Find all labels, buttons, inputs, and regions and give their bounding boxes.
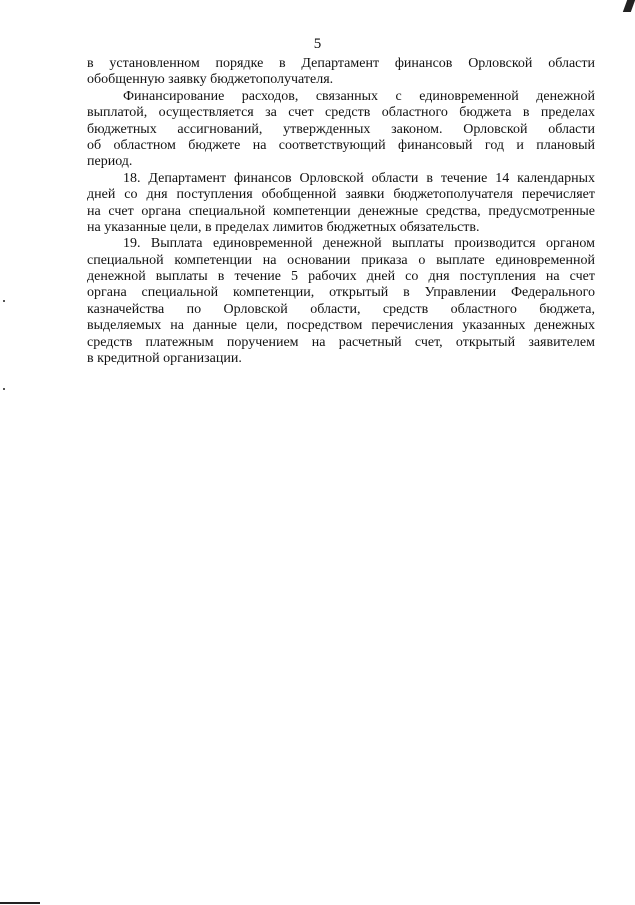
text-line: об областном бюджете на соответствующий финансовый год и плановый bbox=[87, 137, 595, 153]
text-line: 18. Департамент финансов Орловской области в течение 14 календарных bbox=[123, 170, 595, 186]
text-line: на счет органа специальной компетенции денежные средства, предусмотренные bbox=[87, 203, 595, 219]
text-line: бюджетных ассигнований, утвержденных законом. Орловской области bbox=[87, 121, 595, 137]
text-line: дней со дня поступления обобщенной заявки бюджетополучателя перечисляет bbox=[87, 187, 595, 203]
text-line: выделяемых на данные цели, посредством перечисления указанных денежных bbox=[87, 318, 595, 334]
document-body bbox=[87, 56, 595, 367]
scan-bottom-mark bbox=[0, 902, 40, 904]
text-line: на указанные цели, в пределах лимитов бюджетных обязательств. bbox=[87, 219, 480, 235]
text-line: органа специальной компетенции, открытый в Управлении Федерального bbox=[87, 285, 595, 301]
scan-corner-mark bbox=[623, 0, 635, 12]
text-line: в установленном порядке в Департамент финансов Орловской области bbox=[87, 56, 595, 71]
text-line: денежной выплаты в течение 5 рабочих дней со дня поступления на счет bbox=[87, 269, 595, 285]
text-line: 19. Выплата единовременной денежной выплаты производится органом bbox=[123, 236, 595, 252]
page-number: 5 bbox=[313, 36, 322, 52]
text-line: период. bbox=[87, 154, 133, 170]
text-line: в кредитной организации. bbox=[87, 351, 242, 367]
text-line: специальной компетенции на основании приказа о выплате единовременной bbox=[87, 252, 595, 268]
text-line: средств платежным поручением на расчетный счет, открытый заявителем bbox=[87, 334, 595, 350]
text-line: казначейства по Орловской области, средств областного бюджета, bbox=[87, 301, 595, 317]
text-line: выплатой, осуществляется за счет средств областного бюджета в пределах bbox=[87, 105, 595, 121]
text-line: обобщенную заявку бюджетополучателя. bbox=[87, 72, 334, 88]
scan-speck bbox=[3, 388, 5, 390]
scan-speck bbox=[3, 300, 5, 302]
text-line: Финансирование расходов, связанных с единовременной денежной bbox=[123, 88, 595, 104]
